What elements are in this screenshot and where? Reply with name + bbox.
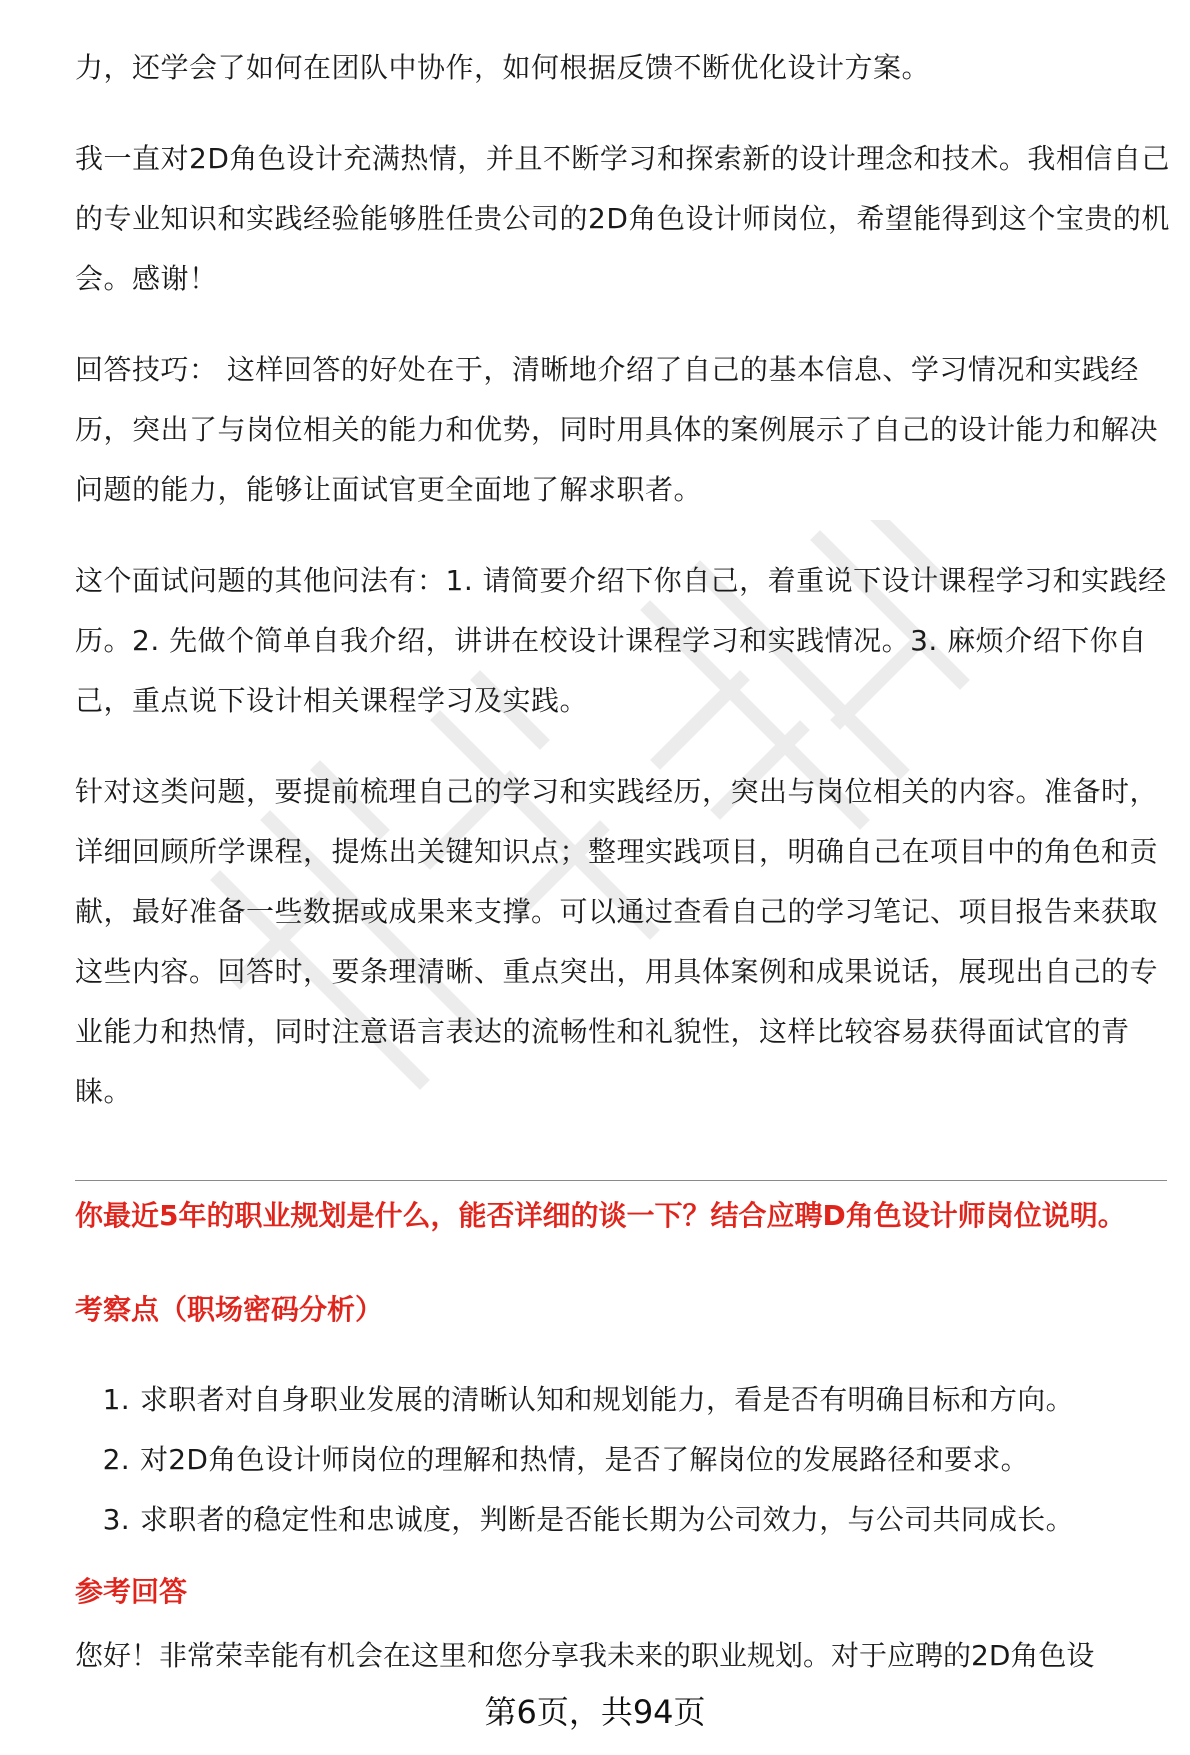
question-heading: 你最近5年的职业规划是什么，能否详细的谈一下？结合应聘D角色设计师岗位说明。 [75, 1199, 1126, 1232]
section-divider [75, 1180, 1167, 1181]
list-number: 2. [102, 1443, 130, 1476]
paragraph: 我一直对2D角色设计充满热情，并且不断学习和探索新的设计理念和技术。我相信自己的专业知识和实践经验能够胜任贵公司的2D角色设计师岗位，希望能得到这个宝贵的机会。感谢！ [75, 142, 1170, 295]
paragraph: 力，还学会了如何在团队中协作，如何根据反馈不断优化设计方案。 [75, 51, 931, 84]
list-number: 3. [102, 1503, 130, 1536]
list-item-text: 求职者的稳定性和忠诚度，判断是否能长期为公司效力，与公司共同成长。 [140, 1503, 1074, 1536]
list-item [75, 1490, 1170, 1550]
list-item-text: 求职者对自身职业发展的清晰认知和规划能力，看是否有明确目标和方向。 [140, 1383, 1074, 1416]
paragraph: 这个面试问题的其他问法有：1. 请简要介绍下你自己，着重说下设计课程学习和实践经历。2. 先做个简单自我介绍，讲讲在校设计课程学习和实践情况。3. 麻烦介绍下你自己，重点说下设计相关课程学习及实践。 [75, 564, 1167, 717]
exam-points-list [75, 1370, 1170, 1550]
list-number: 1. [102, 1383, 130, 1416]
paragraph: 针对这类问题，要提前梳理自己的学习和实践经历，突出与岗位相关的内容。准备时，详细回顾所学课程，提炼出关键知识点；整理实践项目，明确自己在项目中的角色和贡献，最好准备一些数据或成果来支撑。可以通过查看自己的学习笔记、项目报告来获取这些内容。回答时，要条理清晰、重点突出，用具体案例和成果说话，展现出自己的专业能力和热情，同时注意语言表达的流畅性和礼貌性，这样比较容易获得面试官的青睐。 [75, 775, 1159, 1108]
list-item [75, 1430, 1170, 1490]
answer-paragraph: 您好！非常荣幸能有机会在这里和您分享我未来的职业规划。对于应聘的2D角色设 [75, 1639, 1095, 1672]
page-number: 第6页，共94页 [484, 1693, 706, 1731]
list-item-text: 对2D角色设计师岗位的理解和热情，是否了解岗位的发展路径和要求。 [140, 1443, 1029, 1476]
paragraph: 回答技巧： 这样回答的好处在于，清晰地介绍了自己的基本信息、学习情况和实践经历，突出了与岗位相关的能力和优势，同时用具体的案例展示了自己的设计能力和解决问题的能力，能够让面试官更全面地了解求职者。 [75, 353, 1159, 506]
body-text [75, 38, 1170, 1153]
exam-points-heading: 考察点（职场密码分析） [75, 1293, 384, 1326]
list-item [75, 1370, 1170, 1430]
reference-answer-heading: 参考回答 [75, 1575, 188, 1608]
